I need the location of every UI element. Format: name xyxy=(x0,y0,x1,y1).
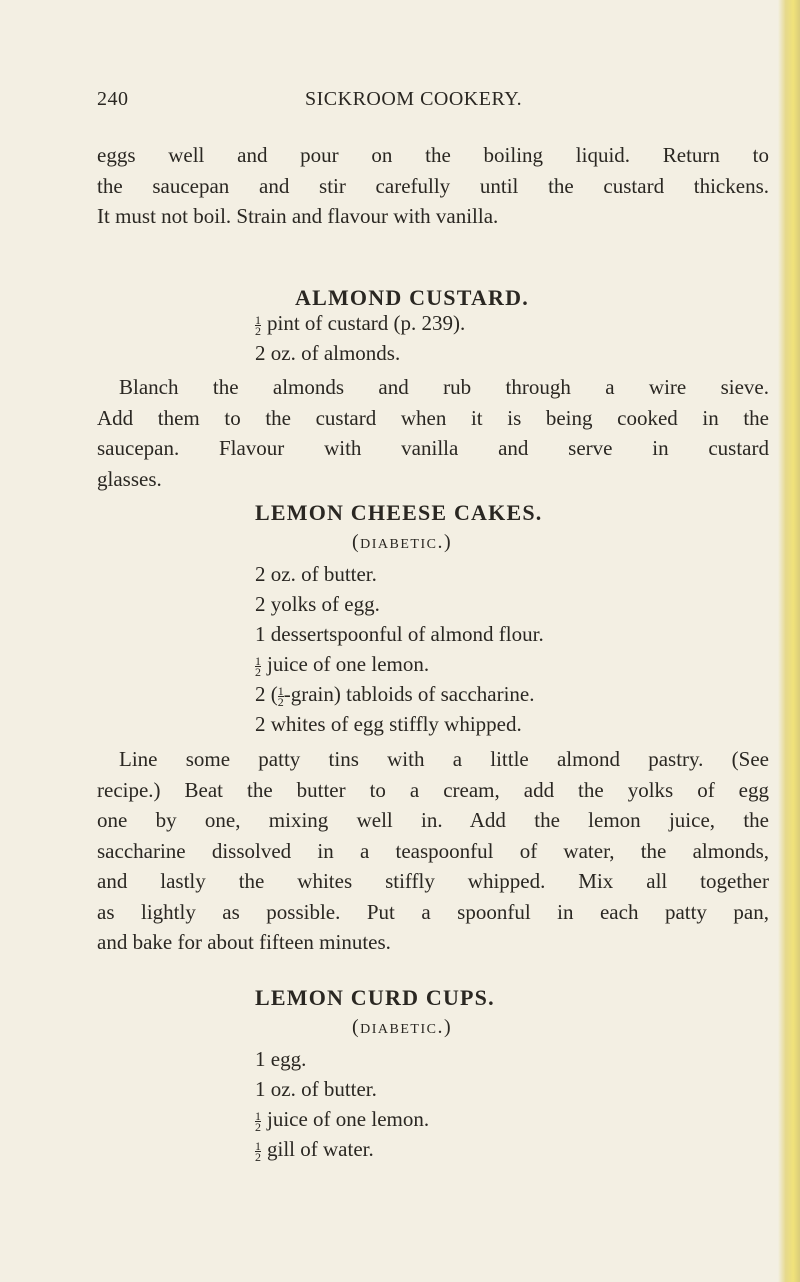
recipe-subheading: (diabetic.) xyxy=(352,1016,453,1038)
ingredient-line: 2 oz. of butter. xyxy=(255,562,377,586)
running-title: SICKROOM COOKERY. xyxy=(305,88,523,110)
fraction: $\frac{1}{2}$ xyxy=(255,312,261,338)
intro-paragraph xyxy=(97,140,769,232)
text-line: saccharine dissolved in a teaspoonful of water, the almonds, xyxy=(97,838,769,863)
page-number: 240 xyxy=(97,88,129,110)
ingredient-line: 1 dessertspoonful of almond flour. xyxy=(255,622,544,646)
text-line: recipe.) Beat the butter to a cream, add the yolks of egg xyxy=(97,777,769,802)
text-line: Blanch the almonds and rub through a wire sieve. xyxy=(119,375,769,399)
fraction: $\frac{1}{2}$ xyxy=(255,653,261,679)
text-line: as lightly as possible. Put a spoonful in each patty pan, xyxy=(97,899,769,924)
ingredient-line: 2 oz. of almonds. xyxy=(255,341,401,365)
text-line: the saucepan and stir carefully until the custard thickens. xyxy=(97,173,769,198)
ingredient-line: 2 whites of egg stiffly whipped. xyxy=(255,712,522,736)
method-paragraph xyxy=(97,372,769,494)
ingredient-line: 2 ( $\frac{1}{2}$ -grain) tabloids of saccharine. xyxy=(255,682,535,709)
text-line: glasses. xyxy=(97,466,162,491)
recipe-subheading: (diabetic.) xyxy=(352,531,453,553)
text-line: It must not boil. Strain and flavour with vanilla. xyxy=(97,204,499,228)
ingredient-line: 1 oz. of butter. xyxy=(255,1077,377,1101)
recipe-heading: LEMON CHEESE CAKES. xyxy=(255,500,543,525)
text-line: Add them to the custard when it is being cooked in the xyxy=(97,405,769,430)
recipe-heading: ALMOND CUSTARD. xyxy=(295,285,529,310)
ingredient-line: $\frac{1}{2}$ pint of custard (p. 239). xyxy=(255,311,466,338)
text-line: one by one, mixing well in. Add the lemon juice, the xyxy=(97,808,769,832)
fraction: $\frac{1}{2}$ xyxy=(255,1138,261,1164)
ingredient-line: 1 egg. xyxy=(255,1047,307,1071)
text-line: and lastly the whites stiffly whipped. Mix all together xyxy=(97,869,769,893)
recipe-heading: LEMON CURD CUPS. xyxy=(255,985,495,1010)
ingredient-line: $\frac{1}{2}$ juice of one lemon. xyxy=(255,1107,430,1134)
ingredient-line: $\frac{1}{2}$ gill of water. xyxy=(255,1137,374,1164)
ingredient-line: $\frac{1}{2}$ juice of one lemon. xyxy=(255,652,430,679)
text-line: saucepan. Flavour with vanilla and serve in custard xyxy=(97,436,769,460)
fraction: $\frac{1}{2}$ xyxy=(255,1108,261,1134)
ingredient-line: 2 yolks of egg. xyxy=(255,592,380,616)
text-line: eggs well and pour on the boiling liquid. Return to xyxy=(97,143,769,167)
method-paragraph xyxy=(97,744,769,958)
text-line: Line some patty tins with a little almond pastry. (See xyxy=(119,747,769,771)
page-edge xyxy=(778,0,800,1282)
text-line: and bake for about fifteen minutes. xyxy=(97,930,391,954)
fraction: $\frac{1}{2}$ xyxy=(277,683,284,709)
